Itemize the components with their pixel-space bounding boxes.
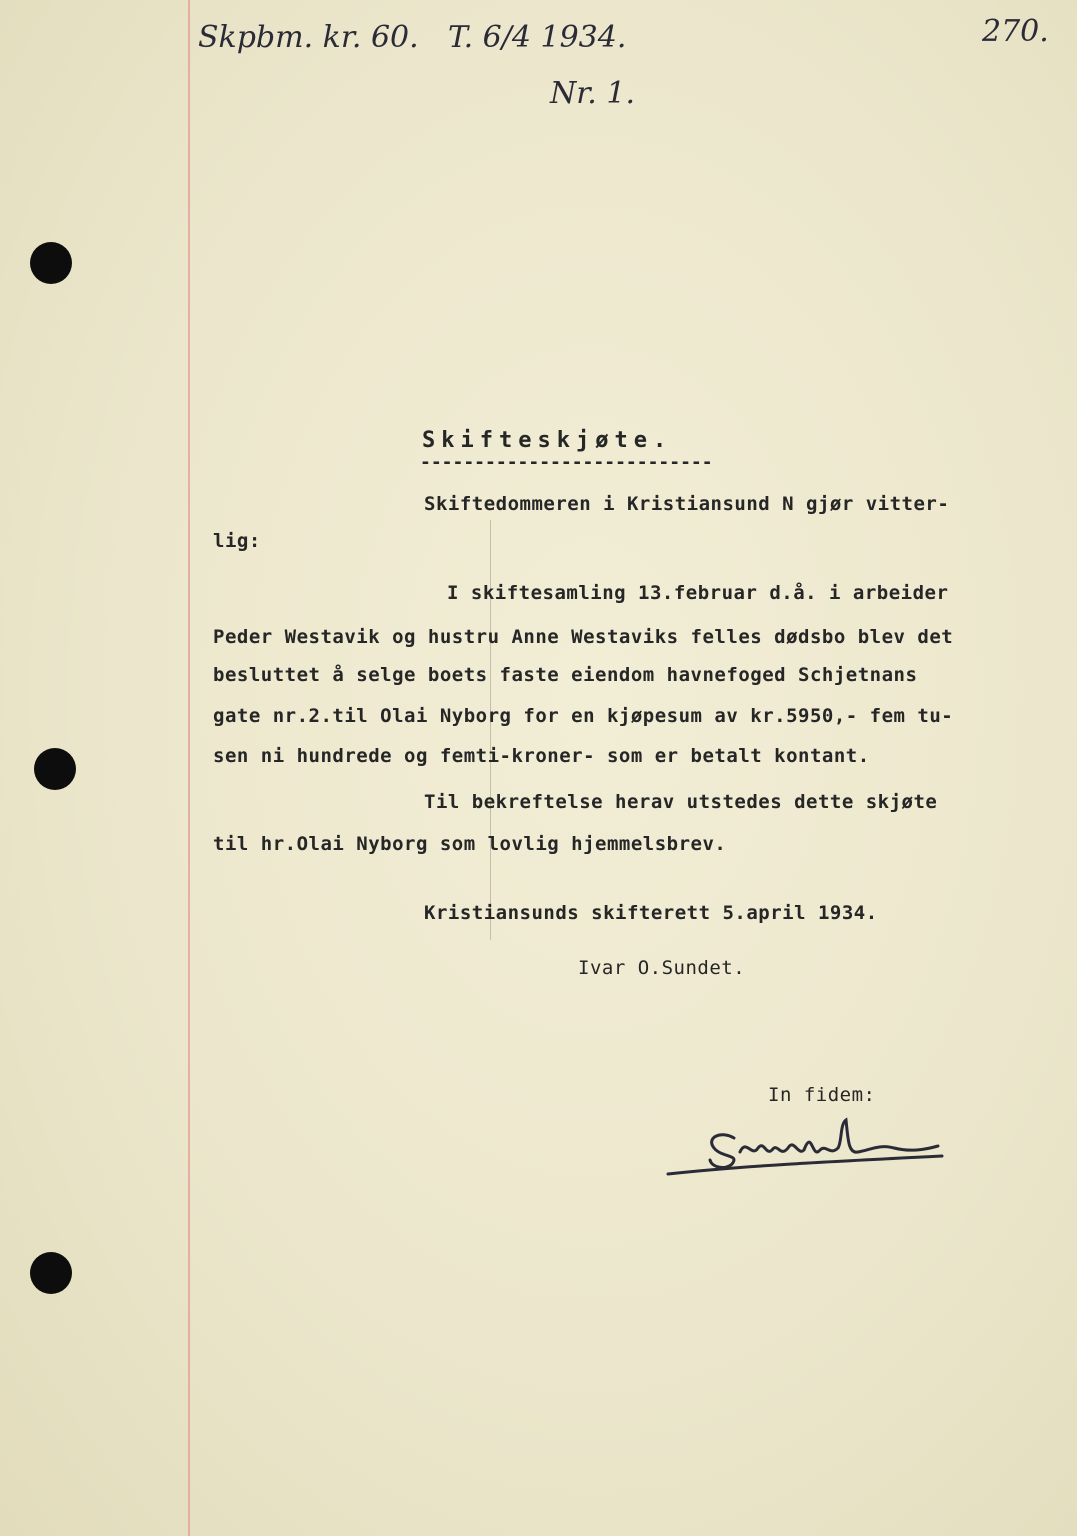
punch-hole-top	[30, 242, 72, 284]
punch-hole-middle	[34, 748, 76, 790]
body-line-3: I skiftesamling 13.februar d.å. i arbeider	[447, 582, 949, 604]
signer-name: Ivar O.Sundet.	[578, 957, 746, 979]
body-line-9: til hr.Olai Nyborg som lovlig hjemmelsbrev.	[213, 833, 727, 855]
reference-note: Skpbm. kr. 60.	[198, 20, 419, 55]
handwritten-signature	[662, 1108, 952, 1180]
body-line-8: Til bekreftelse herav utstedes dette skjøte	[424, 791, 938, 813]
body-line-2: lig:	[213, 530, 261, 552]
in-fidem-label: In fidem:	[768, 1084, 876, 1106]
body-line-6: gate nr.2.til Olai Nyborg for en kjøpesum av kr.5950,- fem tu-	[213, 705, 954, 727]
body-line-1: Skiftedommeren i Kristiansund N gjør vitter-	[424, 493, 950, 515]
number-note: Nr. 1.	[550, 76, 635, 111]
body-line-4: Peder Westavik og hustru Anne Westaviks felles dødsbo blev det	[213, 626, 954, 648]
margin-rule	[188, 0, 190, 1536]
date-note: T. 6/4 1934.	[448, 20, 627, 55]
title-underline: ---------------------------	[420, 452, 713, 473]
body-line-5: besluttet å selge boets faste eiendom havnefoged Schjetnans	[213, 664, 918, 686]
page-number: 270.	[982, 14, 1049, 49]
document-title: Skifteskjøte.	[422, 428, 673, 453]
punch-hole-bottom	[30, 1252, 72, 1294]
place-and-date: Kristiansunds skifterett 5.april 1934.	[424, 902, 878, 924]
body-line-7: sen ni hundrede og femti-kroner- som er betalt kontant.	[213, 745, 870, 767]
